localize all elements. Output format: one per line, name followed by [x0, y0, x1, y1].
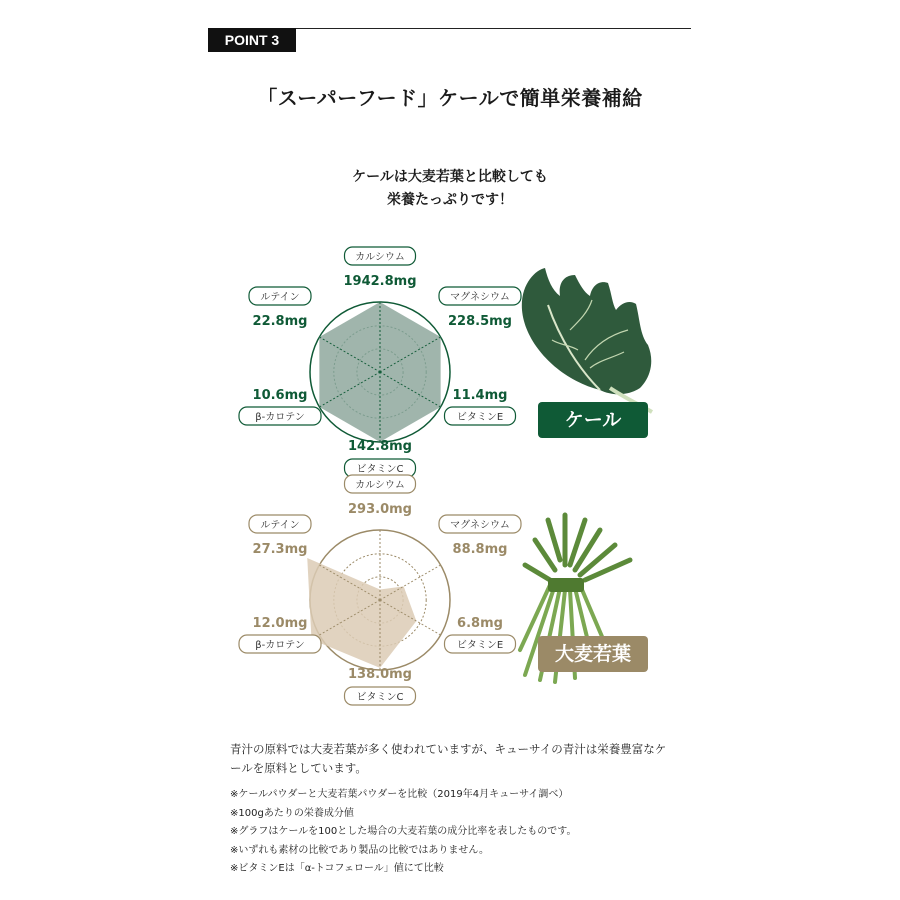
axis-value: 27.3mg — [252, 542, 308, 557]
axis-label: カルシウム — [355, 252, 405, 263]
axis-label: ルテイン — [260, 292, 300, 303]
kale-leaf-image — [522, 268, 652, 412]
description: 青汁の原料では大麦若葉が多く使われていますが、キューサイの青汁は栄養豊富なケールを原料としています。 — [230, 742, 667, 775]
axis-label: β-カロテン — [255, 640, 305, 651]
note-item: ※グラフはケールを100とした場合の大麦若葉の成分比率を表したものです。 — [230, 826, 577, 837]
axis-label: ルテイン — [260, 520, 300, 531]
subtitle-line-1: ケールは大麦若葉と比較しても — [352, 169, 548, 185]
axis-label: β-カロテン — [255, 412, 305, 423]
note-item: ※いずれも素材の比較であり製品の比較ではありません。 — [230, 844, 489, 856]
barley-label: 大麦若葉 — [538, 636, 648, 672]
axis-label: マグネシウム — [450, 292, 510, 303]
radar-data-area — [307, 558, 416, 668]
note-item: ※100gあたりの栄養成分値 — [230, 807, 354, 819]
axis-label: ビタミンE — [456, 412, 504, 423]
axis-value: 12.0mg — [252, 616, 308, 631]
kale-label: ケール — [538, 402, 648, 438]
axis-label: マグネシウム — [450, 520, 510, 531]
axis-value: 11.4mg — [452, 388, 508, 403]
radar-chart-kale — [239, 247, 521, 477]
point-badge: POINT 3 — [208, 28, 296, 52]
notes-list — [230, 786, 675, 879]
note-item: ※ケールパウダーと大麦若葉パウダーを比較（2019年4月キューサイ調べ） — [230, 789, 569, 800]
axis-value: 22.8mg — [252, 314, 308, 329]
radar-spoke — [380, 565, 441, 600]
axis-value: 228.5mg — [448, 314, 512, 329]
axis-value: 138.0mg — [348, 667, 412, 682]
axis-value: 10.6mg — [252, 388, 308, 403]
axis-label: カルシウム — [355, 480, 405, 491]
subtitle-line-2: 栄養たっぷりです！ — [387, 192, 513, 208]
axis-value: 293.0mg — [348, 502, 412, 517]
axis-label: ビタミンC — [356, 464, 404, 475]
note-item: ※ビタミンEは「α-トコフェロール」値にて比較 — [230, 863, 444, 874]
radar-chart-barley — [239, 475, 521, 705]
axis-value: 1942.8mg — [343, 274, 417, 289]
axis-label: ビタミンC — [356, 692, 404, 703]
axis-label: ビタミンE — [456, 640, 504, 651]
axis-value: 88.8mg — [452, 542, 508, 557]
page-title: 「スーパーフード」ケールで簡単栄養補給 — [257, 86, 643, 110]
axis-value: 142.8mg — [348, 439, 412, 454]
axis-value: 6.8mg — [457, 616, 503, 631]
